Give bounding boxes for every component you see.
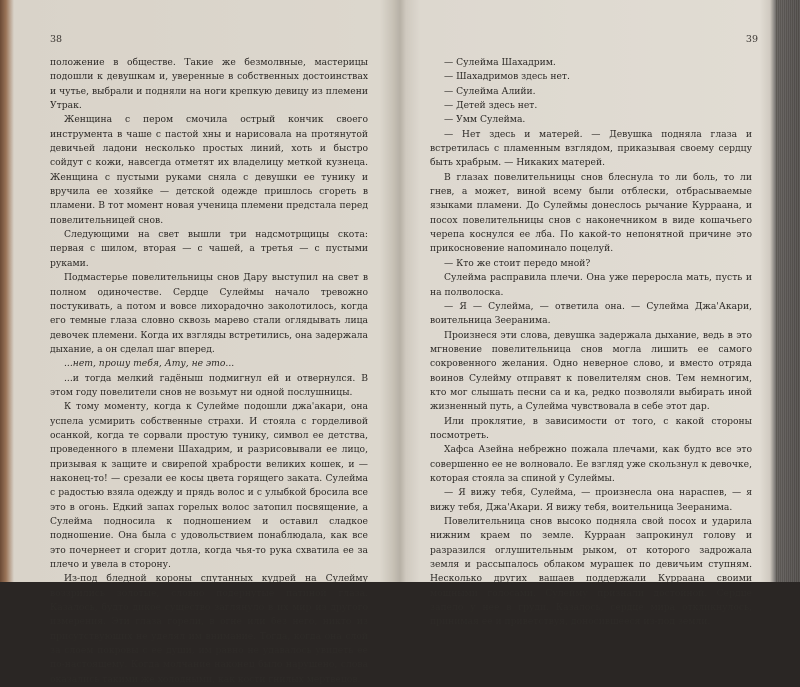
paragraph: — Кто же стоит передо мной? [444, 257, 591, 269]
paragraph: — Шахадримов здесь нет. [444, 71, 570, 83]
paragraph: — Я вижу тебя, Сулейма, — произнесла она нараспев, — я вижу тебя, Джа'Акари. Я вижу тебя, воительница Зееранима. [430, 487, 752, 513]
page-text [50, 56, 368, 687]
paragraph: Или проклятие, в зависимости от того, с какой стороны посмотреть. [430, 415, 752, 441]
paragraph: — Сулейма Алийи. [444, 85, 536, 97]
paragraph: Следующими на свет вышли три надсмотрщицы скота: первая с шилом, вторая — с чашей, а третья — с пустыми руками. [50, 229, 368, 269]
paragraph: — Нет здесь и матерей. — Девушка подняла глаза и встретилась с пламенным взглядом, приказывая своему сердцу быть храбрым. — Никаких матерей. [430, 128, 752, 169]
paragraph: положение в обществе. Такие же безмолвные, мастерицы подошли к девушкам и, уверенные в собственных достоинствах и чутье, выбрали и подняли на ноги крепкую девицу из племени Утрак. [50, 57, 368, 112]
paragraph: ...и тогда мелкий гадёныш подмигнул ей и отвернулся. В этом году повелители снов не возьмут ни одной послушницы. [50, 372, 368, 398]
page-text [430, 56, 752, 630]
page-edges [776, 0, 800, 582]
paragraph: Произнеся эти слова, девушка задержала дыхание, ведь в это мгновение повелительница снов могла лишить ее самого сокровенного желания. Одно неверное слово, и вместо отряда воинов Сулейму отправят к повелителям снов. Тем немногим, кто мог слышать песни са и ка, редко позволяли выбирать иной жизненный путь, а Сулейма чувствовала в себе этот дар. [430, 329, 752, 413]
page-number: 38 [50, 34, 63, 45]
paragraph: Женщина с пером смочила острый кончик своего инструмента в чаше с пастой хны и нарисовала на протянутой девичьей ладони несколько простых линий, хоть и быстро сойдут с кожи, навсегда отметят их владелицу меткой кузнеца. Женщина с пустыми руками сняла с девушки ее тунику и вручила ее хозяйке — детской одежде пришлось сгореть в пламени. В тот момент новая ученица племени предстала перед повелительницей снов. [50, 114, 368, 226]
paragraph: Подмастерье повелительницы снов Дару выступил на свет в полном одиночестве. Сердце Сулеймы начало тревожно постукивать, а потом и вовсе лихорадочно заколотилось, когда его темные глаза словно сквозь марево стали оглядывать лица девочек племени. Когда их взгляды встретились, она задержала дыхание, а он сделал шаг вперед. [50, 272, 368, 355]
paragraph: — Умм Сулейма. [444, 114, 526, 126]
paragraph: К тому моменту, когда к Сулейме подошли джа'акари, она успела усмирить собственные страхи. И стояла с горделивой осанкой, когда те сорвали простую тунику, символ ее детства, проведенного в племени Шахадрим, и разрисовывали ее лицо, призывая к защите и свирепой храбрости великих кошек, и — наконец-то! — срезали ее косы цвета горящего заката. Сулейма с радостью взяла одежду и прядь волос и с улыбкой бросила все это в огонь. Едкий запах горелых волос затопил посвящение, а Сулейма подносила к подношением и оставил сладкое подношение. Она была с удовольствием понаблюдала, как все это почернеет и сгорит дотла, когда чья-то рука схватила ее за плечо и увела в сторону. [50, 401, 368, 571]
paragraph: В глазах повелительницы снов блеснула то ли боль, то ли гнев, а может, виной всему были отблески, отбрасываемые языками пламени. До Сулеймы донеслось рычание Курраана, и посох повелительницы снов с наконечником в виде кошачьего черепа коснулся ее лба. По какой-то непонятной причине это прикосновение напоминало поцелуй. [430, 171, 752, 255]
paragraph: Сулейма расправила плечи. Она уже переросла мать, пусть и на полволоска. [430, 272, 752, 298]
page-number: 39 [745, 34, 758, 45]
paragraph: — Детей здесь нет. [444, 100, 538, 112]
paragraph: ...нет, прошу тебя, Ату, не это... [64, 358, 235, 370]
paragraph: Из-под бледной короны спутанных кудрей на Сулейму воззрились золотые, словно подернутые патиной глаза. Казалось, будто дикое существо заглянуло в их мир из другого измерения. Эти глаза горели, в огне или без него, никто из присутствующих не уделял им внимание. Тогда, когда она слой за слоем покровы с ее души, им равно не удавалось увидеть ее по-настоящему. Когда молчание наконец было нарушено, слова оказались такими же холодными, как кости гнилых мертвецов. [50, 573, 368, 685]
paragraph: — Сулейма Шахадрим. [444, 57, 556, 68]
paragraph: Хафса Азейна небрежно пожала плечами, как будто все это совершенно ее не волновало. Ее взгляд уже скользнул к девочке, которая стояла за спиной у Сулеймы. [430, 444, 752, 484]
left-page [14, 0, 390, 685]
paragraph: — Я — Сулейма, — ответила она. — Сулейма Джа'Акари, воительница Зееранима. [430, 300, 752, 327]
right-page [406, 0, 768, 628]
paragraph: Повелительница снов высоко подняла свой посох и ударила нижним краем по земле. Курраан запрокинул голову и разразился оглушительным рыком, от которого задрожала земля и рассыпалось облаком мурашек по девичьим ступням. Несколько других вашаев поддержали Курраана своими мощными голосами. Сулейму признали достойной. Сердце запело у нее в груди. Казалось, сердце мира откликнулось, принимая ее и приветствуя, доносившееся из-под земли. [430, 516, 752, 628]
